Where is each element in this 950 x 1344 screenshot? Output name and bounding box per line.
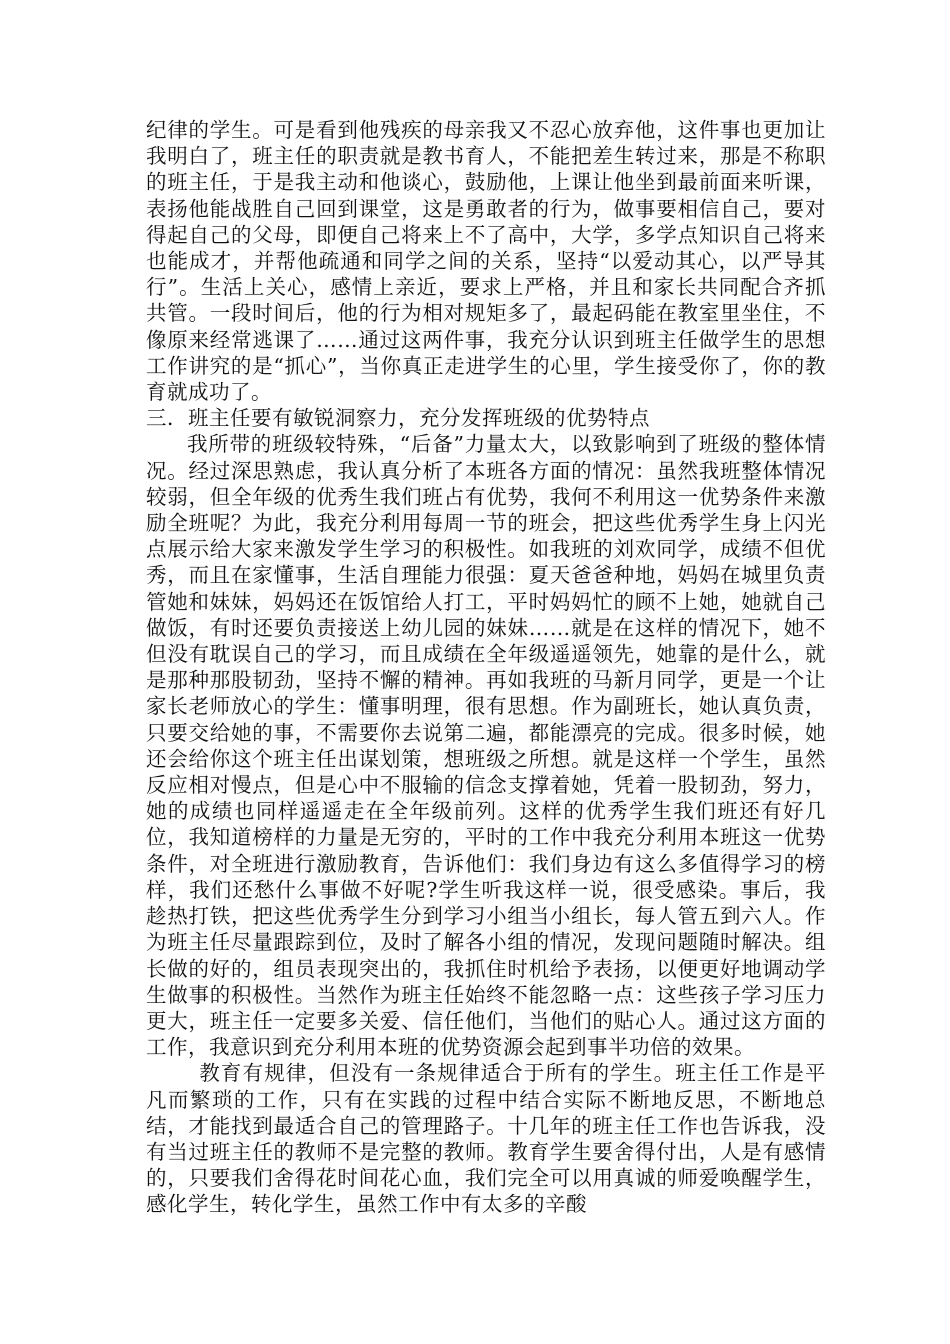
document-page: [146, 117, 826, 1218]
paragraph-continuation: 纪律的学生。可是看到他残疾的母亲我又不忍心放弃他，这件事也更加让我明白了，班主任的职责就是教书育人，不能把差生转过来，那是不称职的班主任，于是我主动和他谈心，鼓励他，上课让他坐到最前面来听课，表扬他能战胜自己回到课堂，这是勇敢者的行为，做事要相信自己，要对得起自己的父母，即便自己将来上不了高中，大学，多学点知识自己将来也能成才，并帮他疏通和同学之间的关系，坚持“以爱动其心，以严导其行”。生活上关心，感情上亲近，要求上严格，并且和家长共同配合齐抓共管。一段时间后，他的行为相对规矩多了，最起码能在教室里坐住，不像原来经常逃课了……通过这两件事，我充分认识到班主任做学生的思想工作讲究的是“抓心”，当你真正走进学生的心里，学生接受你了，你的教育就成功了。: [146, 118, 826, 405]
section-heading-3: 三．班主任要有敏锐洞察力，充分发挥班级的优势特点: [146, 406, 650, 431]
paragraph-class-advantages: 我所带的班级较特殊，“后备”力量太大，以致影响到了班级的整体情况。经过深思熟虑，我认真分析了本班各方面的情况：虽然我班整体情况较弱，但全年级的优秀生我们班占有优势，我何不利用这一优势条件来激励全班呢？为此，我充分利用每周一节的班会，把这些优秀学生身上闪光点展示给大家来激发学生学习的积极性。如我班的刘欢同学，成绩不但优秀，而且在家懂事，生活自理能力很强：夏天爸爸种地，妈妈在城里负责管她和妹妹，妈妈还在饭馆给人打工，平时妈妈忙的顾不上她，她就自己做饭，有时还要负责接送上幼儿园的妹妹……就是在这样的情况下，她不但没有耽误自己的学习，而且成绩在全年级遥遥领先，她靠的是什么，就是那种那股韧劲，坚持不懈的精神。再如我班的马新月同学，更是一个让家长老师放心的学生：懂事明理，很有思想。作为副班长，她认真负责，只要交给她的事，不需要你去说第二遍，都能漂亮的完成。很多时候，她还会给你这个班主任出谋划策，想班级之所想。就是这样一个学生，虽然反应相对慢点，但是心中不服输的信念支撑着她，凭着一股韧劲，努力，她的成绩也同样遥遥走在全年级前列。这样的优秀学生我们班还有好几位，我知道榜样的力量是无穷的，平时的工作中我充分利用本班这一优势条件，对全班进行激励教育，告诉他们：我们身边有这么多值得学习的榜样，我们还愁什么事做不好呢?学生听我这样一说，很受感染。事后，我趁热打铁，把这些优秀学生分到学习小组当小组长，每人管五到六人。作为班主任尽量跟踪到位，及时了解各小组的情况，发现问题随时解决。组长做的好的，组员表现突出的，我抓住时机给予表扬，以便更好地调动学生做事的积极性。当然作为班主任始终不能忽略一点：这些孩子学习压力更大，班主任一定要多关爱、信任他们，当他们的贴心人。通过这方面的工作，我意识到充分利用本班的优势资源会起到事半功倍的效果。: [146, 432, 826, 1060]
paragraph-conclusion: 教育有规律，但没有一条规律适合于所有的学生。班主任工作是平凡而繁琐的工作，只有在实践的过程中结合实际不断地反思，不断地总结，才能找到最适合自己的管理路子。十几年的班主任工作也告诉我，没有当过班主任的教师不是完整的教师。教育学生要舍得付出，人是有感情的，只要我们舍得花时间花心血，我们完全可以用真诚的师爱唤醒学生，感化学生，转化学生，虽然工作中有太多的辛酸: [146, 1061, 826, 1217]
